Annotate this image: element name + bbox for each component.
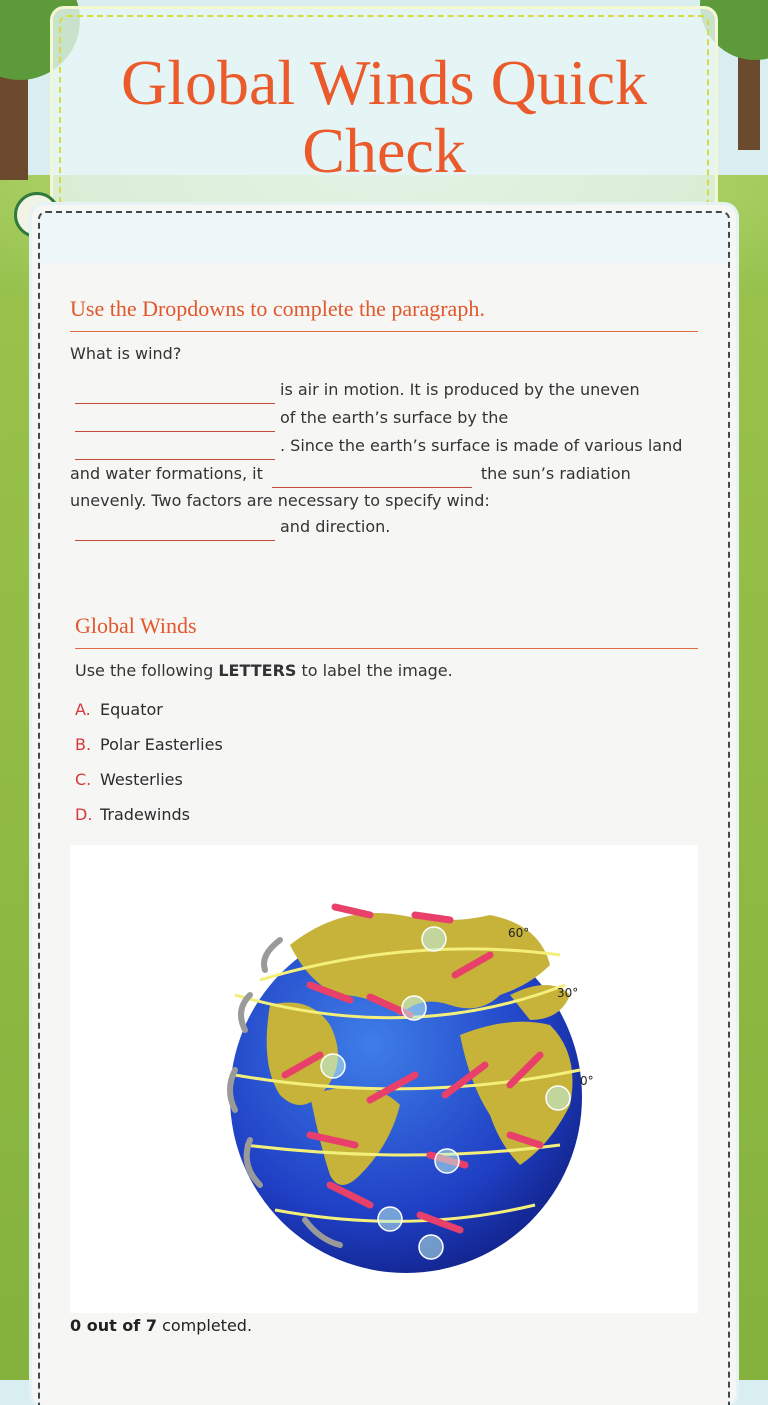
paragraph-line-5: unevenly. Two factors are necessary to specify wind: xyxy=(70,491,490,510)
drop-target-6[interactable] xyxy=(378,1207,402,1231)
completion-count: 0 out of 7 xyxy=(70,1316,157,1335)
question-text: What is wind? xyxy=(70,344,182,363)
list-item xyxy=(75,692,223,727)
instruction-bold: LETTERS xyxy=(218,661,297,680)
section-title-global-winds: Global Winds xyxy=(75,613,197,638)
global-winds-globe-image xyxy=(70,845,698,1313)
paragraph-line-6 xyxy=(70,513,700,541)
lat-label-60: 60° xyxy=(508,926,530,940)
paragraph-text-1: is air in motion. It is produced by the uneven xyxy=(280,380,640,399)
paragraph-line-2 xyxy=(70,404,700,432)
drop-target-2[interactable] xyxy=(402,996,426,1020)
dropdown-4[interactable] xyxy=(272,469,472,488)
list-label: Tradewinds xyxy=(100,805,190,824)
list-label: Westerlies xyxy=(100,770,183,789)
section-divider xyxy=(70,331,698,332)
list-item xyxy=(75,797,223,832)
list-label: Polar Easterlies xyxy=(100,735,223,754)
paragraph-text-7: and direction. xyxy=(280,517,391,536)
instruction-text-pre: Use the following xyxy=(75,661,214,680)
lat-label-0: 0° xyxy=(580,1074,594,1088)
page-title: Global Winds Quick Check xyxy=(121,47,647,186)
dropdown-3[interactable] xyxy=(75,441,275,460)
label-instruction xyxy=(75,657,453,685)
completion-status xyxy=(70,1316,252,1336)
list-letter: B. xyxy=(75,735,92,754)
drop-target-1[interactable] xyxy=(422,927,446,951)
lat-label-30: 30° xyxy=(557,986,579,1000)
list-letter: C. xyxy=(75,770,92,789)
paragraph-text-2: of the earth’s surface by the xyxy=(280,408,509,427)
paragraph-line-4 xyxy=(70,460,710,488)
paragraph-line-1 xyxy=(70,376,700,404)
list-label: Equator xyxy=(100,700,163,719)
list-letter: D. xyxy=(75,805,93,824)
drop-target-5[interactable] xyxy=(435,1149,459,1173)
drop-target-4[interactable] xyxy=(546,1086,570,1110)
section-divider-2 xyxy=(75,648,698,649)
list-letter: A. xyxy=(75,700,91,719)
paragraph-text-4: and water formations, it xyxy=(70,464,263,483)
header-banner xyxy=(50,6,718,216)
list-item xyxy=(75,727,223,762)
completion-suffix: completed. xyxy=(162,1316,253,1335)
paragraph-text-3: . Since the earth’s surface is made of various land xyxy=(280,436,683,455)
dropdown-2[interactable] xyxy=(75,413,275,432)
section-title-dropdowns: Use the Dropdowns to complete the paragraph. xyxy=(70,296,485,321)
paragraph-line-3 xyxy=(70,432,710,460)
dropdown-1[interactable] xyxy=(75,385,275,404)
drop-target-7[interactable] xyxy=(419,1235,443,1259)
letter-list xyxy=(75,692,223,832)
list-item xyxy=(75,762,223,797)
paragraph-text-5: the sun’s radiation xyxy=(480,464,631,483)
drop-target-3[interactable] xyxy=(321,1054,345,1078)
globe-image-panel xyxy=(70,845,698,1313)
instruction-text-post: to label the image. xyxy=(301,661,453,680)
dropdown-5[interactable] xyxy=(75,522,275,541)
